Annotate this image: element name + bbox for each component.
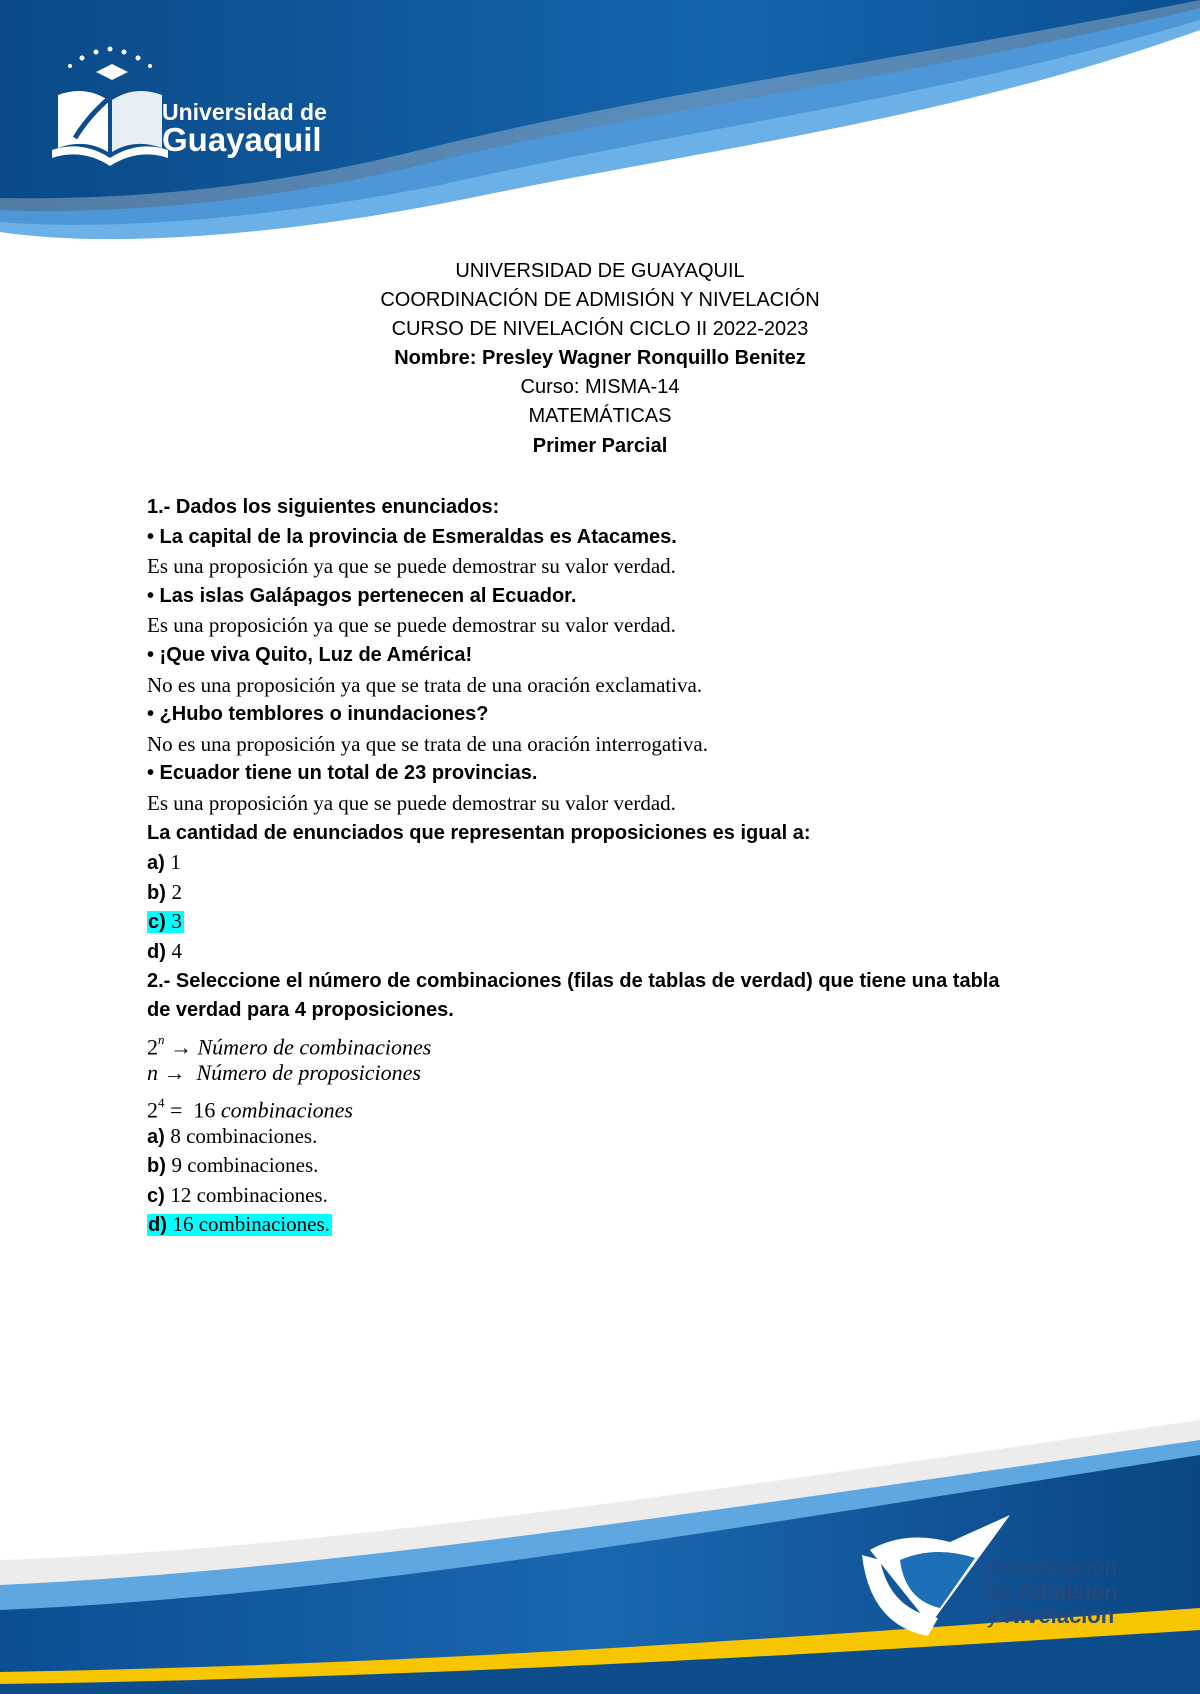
q2-option-a: a) 8 combinaciones. [147,1123,318,1148]
statement-1-answer: Es una proposición ya que se puede demostrar su valor verdad. [147,554,676,579]
question-1-prompt: La cantidad de enunciados que representan proposiciones es igual a: [147,821,811,844]
footer-logo-line-2: de Admisión [987,1579,1118,1604]
statement-1: • La capital de la provincia de Esmeraldas es Atacames. [147,525,677,548]
statement-5-answer: Es una proposición ya que se puede demostrar su valor verdad. [147,790,676,815]
statement-4-answer: No es una proposición ya que se trata de una oración interrogativa. [147,731,708,756]
q1-option-a: a) 1 [147,850,181,875]
q1-option-d: d) 4 [147,938,182,963]
logo-line-1: Universidad de [162,99,327,125]
subject-title: MATEMÁTICAS [528,405,672,427]
statement-2-answer: Es una proposición ya que se puede demostrar su valor verdad. [147,613,676,638]
course-code: Curso: MISMA-14 [520,376,680,398]
exam-title: Primer Parcial [532,435,668,457]
course-cycle-title: CURSO DE NIVELACIÓN CICLO II 2022-2023 [391,318,809,340]
question-1-title: 1.- Dados los siguientes enunciados: [147,496,500,518]
q1-option-c-selected: c) 3 [148,909,182,934]
logo-line-2: Guayaquil [162,121,322,158]
coordination-title: COORDINACIÓN DE ADMISIÓN Y NIVELACIÓN [380,289,820,311]
q2-option-d-selected: d) 16 combinaciones. [148,1212,330,1237]
statement-2: • Las islas Galápagos pertenecen al Ecuador. [147,584,577,607]
university-title: UNIVERSIDAD DE GUAYAQUIL [455,260,745,282]
statement-3-answer: No es una proposición ya que se trata de una oración exclamativa. [147,672,703,697]
formula-combinations: $2^n$ → Número de combinaciones [147,1031,432,1060]
q1-option-b: b) 2 [147,879,182,904]
footer-logo-line-3: y Nivelación [987,1603,1115,1628]
question-2-title-line-1: 2.- Seleccione el número de combinaciones (filas de tablas de verdad) que tiene una tabla [147,969,1000,992]
formula-result: $2^4 = 16$ combinaciones [147,1094,353,1123]
formula-propositions: n → Número de proposiciones [147,1059,421,1085]
question-1 [147,493,1097,1240]
statement-3: • ¡Que viva Quito, Luz de América! [147,643,473,666]
student-name: Nombre: Presley Wagner Ronquillo Benitez [394,347,806,369]
q2-option-c: c) 12 combinaciones. [147,1182,328,1207]
question-2-title-line-2: de verdad para 4 proposiciones. [147,999,454,1022]
q2-option-b: b) 9 combinaciones. [147,1153,319,1178]
statement-4: • ¿Hubo temblores o inundaciones? [147,703,489,726]
statement-5: • Ecuador tiene un total de 23 provincias. [147,762,538,785]
footer-logo-line-1: Coordinación [987,1555,1117,1580]
